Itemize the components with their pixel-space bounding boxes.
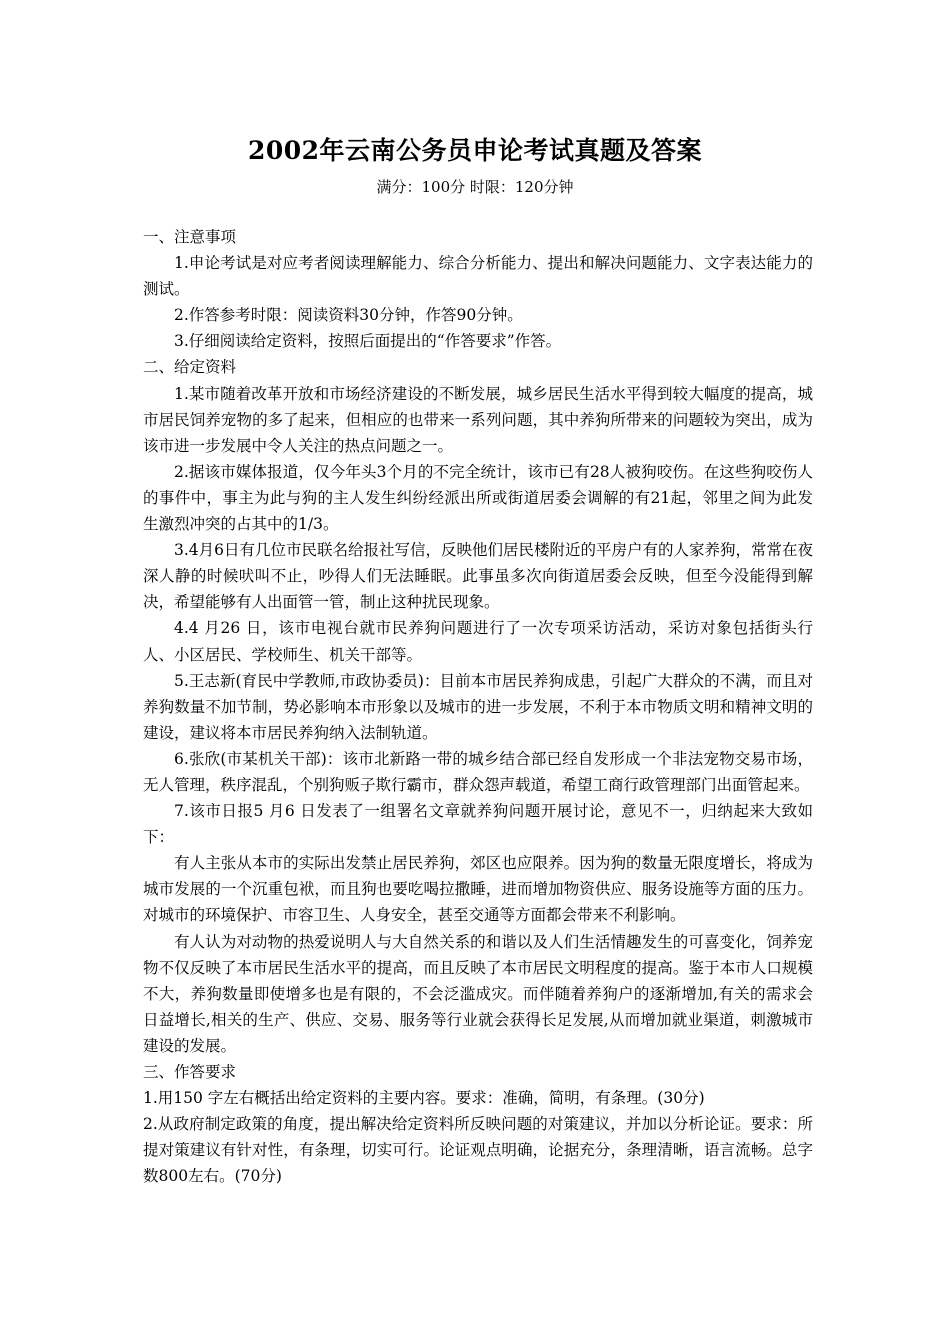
material-item: 1.某市随着改革开放和市场经济建设的不断发展，城乡居民生活水平得到较大幅度的提高，城市居民饲养宠物的多了起来，但相应的也带来一系列问题，其中养狗所带来的问题较为突出，成为该市进一步发展中令人关注的热点问题之一。: [143, 384, 813, 455]
material-item: 2.据该市媒体报道，仅今年头3个月的不完全统计，该市已有28人被狗咬伤。在这些狗咬伤人的事件中，事主为此与狗的主人发生纠纷经派出所或街道居委会调解的有21起，邻里之间为此发生激烈冲突的占其中的1/3。: [143, 462, 813, 534]
notes-item: 3.仔细阅读给定资料，按照后面提出的“作答要求”作答。: [174, 332, 562, 351]
material-item: 7.该市日报5 月6 日发表了一组署名文章就养狗问题开展讨论，意见不一，归纳起来大致如下：: [143, 802, 813, 847]
section-heading-materials: 二、给定资料: [143, 358, 237, 377]
material-item: 6.张欣(市某机关干部)：该市北新路一带的城乡结合部已经自发形成一个非法宠物交易市场，无人管理，秩序混乱，个别狗贩子欺行霸市，群众怨声载道，希望工商行政管理部门出面管起来。: [143, 749, 813, 794]
section-heading-notes: 一、注意事项: [143, 228, 237, 246]
notes-item: 1.申论考试是对应考者阅读理解能力、综合分析能力、提出和解决问题能力、文字表达能力的测试。: [143, 254, 813, 299]
material-opinion: 有人认为对动物的热爱说明人与大自然关系的和谐以及人们生活情趣发生的可喜变化，饲养宠物不仅反映了本市居民生活水平的提高，而且反映了本市居民文明程度的提高。鉴于本市人口规模不大，养狗数量即使增多也是有限的，不会泛滥成灾。而伴随着养狗户的逐渐增加,有关的需求会日益增长,相关的生产、供应、交易、服务等行业就会获得长足发展,从而增加就业渠道，刺激城市建设的发展。: [143, 932, 813, 1055]
material-item: 4.4 月26 日，该市电视台就市民养狗问题进行了一次专项采访活动，采访对象包括街头行人、小区居民、学校师生、机关干部等。: [143, 619, 813, 664]
section-heading-requirements: 三、作答要求: [143, 1063, 237, 1081]
requirement-item: 2.从政府制定政策的角度，提出解决给定资料所反映问题的对策建议，并加以分析论证。要求：所提对策建议有针对性，有条理，切实可行。论证观点明确，论据充分，条理清晰，语言流畅。总字数800左右。(70分): [143, 1115, 813, 1186]
material-item: 5.王志新(育民中学教师,市政协委员)：目前本市居民养狗成患，引起广大群众的不满，而且对养狗数量不加节制，势必影响本市形象以及城市的进一步发展，不利于本市物质文明和精神文明的建设，建议将本市居民养狗纳入法制轨道。: [143, 671, 813, 742]
page-title: 2002年云南公务员申论考试真题及答案: [247, 136, 703, 165]
material-item: 3.4月6日有几位市民联名给报社写信，反映他们居民楼附近的平房户有的人家养狗，常常在夜深人静的时候吠叫不止，吵得人们无法睡眠。此事虽多次向街道居委会反映，但至今没能得到解决，希望能够有人出面管一管，制止这种扰民现象。: [143, 541, 814, 612]
material-opinion: 有人主张从本市的实际出发禁止居民养狗，郊区也应限养。因为狗的数量无限度增长，将成为城市发展的一个沉重包袱，而且狗也要吃喝拉撒睡，进而增加物资供应、服务设施等方面的压力。对城市的环境保护、市容卫生、人身安全，甚至交通等方面都会带来不利影响。: [143, 854, 813, 925]
exam-info: 满分：100分 时限：120分钟: [376, 178, 574, 196]
notes-item: 2.作答参考时限：阅读资料30分钟，作答90分钟。: [174, 306, 523, 325]
requirement-item: 1.用150 字左右概括出给定资料的主要内容。要求：准确，简明，有条理。(30分): [143, 1089, 705, 1108]
document-body: [143, 224, 813, 1189]
